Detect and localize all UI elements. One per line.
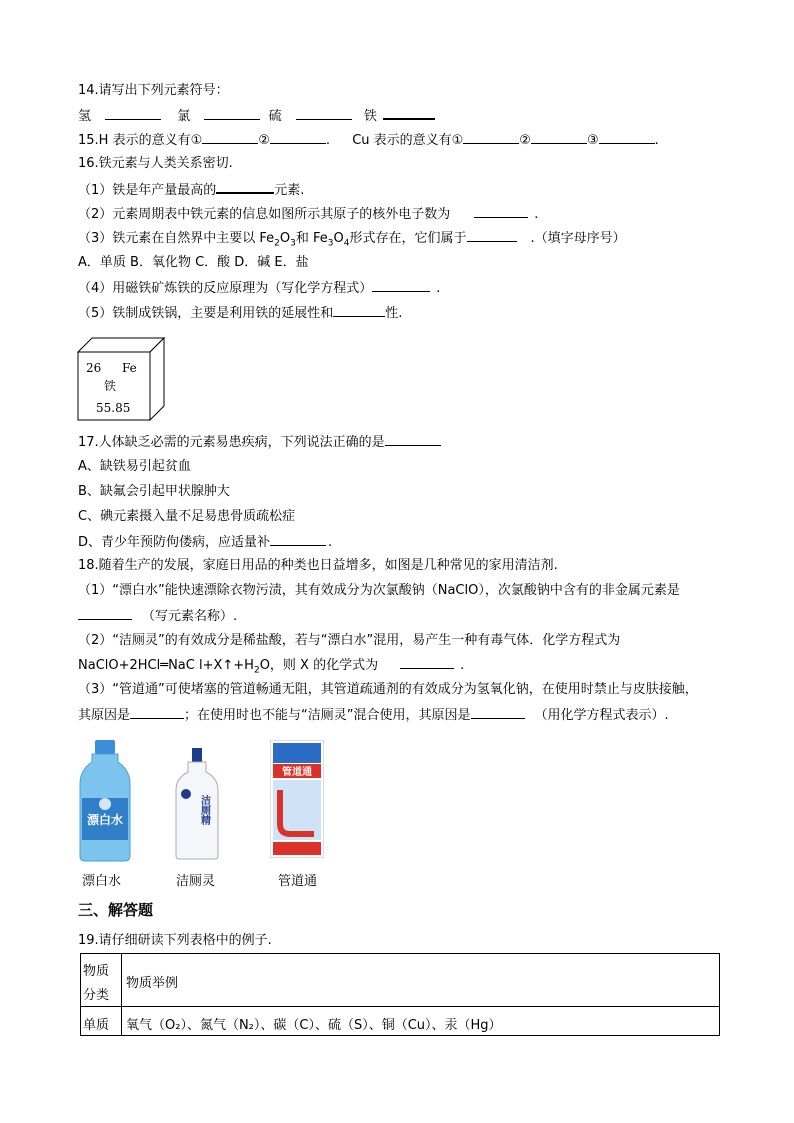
section-heading: 三、解答题 xyxy=(78,901,154,919)
q16-s3-text: O xyxy=(333,231,344,246)
q16-s3-text: .（填字母序号） xyxy=(530,231,626,246)
q18-s1b xyxy=(78,607,237,626)
bottle-body xyxy=(176,762,218,859)
answer-blank[interactable] xyxy=(130,706,184,719)
q18-equation: NaClO+2HCl═NaC l+X↑+H xyxy=(78,658,254,673)
package-footer xyxy=(273,842,321,855)
answer-blank[interactable] xyxy=(270,131,326,144)
q18-s2b xyxy=(78,656,464,680)
q16-s3-text: （3）铁元素在自然界中主要以 Fe xyxy=(78,231,275,246)
q18-title: 18.随着生产的发展，家庭日用品的种类也日益增多，如图是几种常见的家用清洁剂. xyxy=(78,558,558,573)
q14-items xyxy=(78,106,435,126)
table-header-category xyxy=(80,953,122,1007)
answer-blank[interactable] xyxy=(474,205,528,218)
answer-blank[interactable] xyxy=(270,533,326,546)
q16-s3 xyxy=(78,229,626,253)
table-cell-text: 氧气（O₂）、氮气（N₂）、碳（C）、硫（S）、铜（Cu）、汞（Hg） xyxy=(126,1018,502,1033)
atomic-mass: 55.85 xyxy=(96,401,131,415)
subscript: 3 xyxy=(290,238,296,249)
q16-s2-end: . xyxy=(534,207,539,222)
q15-cu-meaning: Cu 表示的意义有① xyxy=(352,133,464,148)
atomic-number: 26 xyxy=(86,361,102,375)
answer-blank[interactable] xyxy=(204,107,260,120)
bottle-cap xyxy=(95,740,115,754)
table-cell-type xyxy=(80,1006,122,1036)
bleach-bottle-image xyxy=(78,740,132,862)
q19-title: 19.请仔细研读下列表格中的例子. xyxy=(78,933,272,948)
subscript: 3 xyxy=(327,238,334,249)
bottle-cap xyxy=(192,748,202,762)
q18-s3b-text: 其原因是 xyxy=(78,708,131,723)
q16-s2 xyxy=(78,205,538,224)
q17-option-d-text: D、青少年预防佝偻病，应适量补 xyxy=(78,535,271,550)
q16-s4 xyxy=(78,279,440,298)
answer-blank[interactable] xyxy=(531,131,587,144)
answer-blank[interactable] xyxy=(372,279,430,292)
answer-blank[interactable] xyxy=(202,131,258,144)
q14-item-h: 氢 xyxy=(78,109,92,124)
q16-s1-text: 元素. xyxy=(274,183,305,198)
element-cube-figure xyxy=(76,336,168,422)
subscript: 2 xyxy=(274,238,280,249)
q15-line xyxy=(78,131,659,150)
q16-s2-text: （2）元素周期表中铁元素的信息如图所示其原子的核外电子数为 xyxy=(78,207,451,222)
q18-s3d-text: （用化学方程式表示）. xyxy=(534,708,669,723)
q14-item-fe: 铁 xyxy=(363,109,377,124)
q15-h-meaning: 15.H 表示的意义有① xyxy=(78,133,203,148)
q18-s3c-text: ；在使用时也不能与“洁厕灵”混合使用，其原因是 xyxy=(184,708,471,723)
table-header-examples xyxy=(121,953,720,1007)
answer-blank[interactable] xyxy=(216,180,274,194)
q17-option-b: B、缺氟会引起甲状腺肿大 xyxy=(78,484,230,499)
table-cell-text: 单质 xyxy=(83,1018,110,1033)
answer-blank[interactable] xyxy=(78,607,132,620)
q18-s1b-text: （写元素名称）. xyxy=(142,609,238,624)
q16-s3-text: O xyxy=(279,231,291,246)
q14-item-cl: 氯 xyxy=(177,109,191,124)
table-header-text: 物质举例 xyxy=(126,976,179,991)
q17-option-c: C、碘元素摄入量不足易患骨质疏松症 xyxy=(78,509,296,524)
q15-mark: ③ xyxy=(586,133,599,148)
q15-mark: ② xyxy=(519,133,531,148)
answer-blank[interactable] xyxy=(105,107,161,120)
answer-blank[interactable] xyxy=(383,106,435,120)
q16-title: 16.铁元素与人类关系密切. xyxy=(78,156,233,171)
q17-option-a: A、缺铁易引起贫血 xyxy=(78,459,191,474)
product-caption: 管道通 xyxy=(278,874,318,889)
q17-title xyxy=(78,433,441,452)
brand-logo-icon xyxy=(181,789,191,799)
q18-s3b xyxy=(78,706,669,725)
answer-blank[interactable] xyxy=(599,131,655,144)
q16-s3-text: 形式存在，它们属于 xyxy=(349,231,467,246)
q16-options: A．单质 B．氧化物 C．酸 D．碱 E．盐 xyxy=(78,255,309,270)
q17-end: . xyxy=(328,535,333,550)
answer-blank[interactable] xyxy=(296,107,352,120)
table-header-text: 分类 xyxy=(83,988,110,1003)
toilet-cleaner-image xyxy=(174,748,220,860)
q14-title: 14.请写出下列元素符号： xyxy=(78,83,229,98)
package-header xyxy=(273,743,321,763)
bottle-label-text: 漂白水 xyxy=(86,813,124,827)
q15-end: . xyxy=(325,133,331,148)
q16-s5-text: （5）铁制成铁锅，主要是利用铁的延展性和 xyxy=(78,306,334,321)
subscript: 2 xyxy=(253,665,260,676)
product-caption: 漂白水 xyxy=(82,874,122,889)
q16-s4-end: . xyxy=(436,281,441,296)
table-header-text: 物质 xyxy=(83,964,110,979)
q18-s3: （3）“管道通”可使堵塞的管道畅通无阻，其管道疏通剂的有效成分为氢氧化钠，在使用时禁止与皮肤接触， xyxy=(78,682,698,697)
drain-cleaner-image xyxy=(270,740,324,858)
q16-s4-text: （4）用磁铁矿炼铁的反应原理为（写化学方程式） xyxy=(78,281,373,296)
cube-top-face xyxy=(78,338,164,352)
bottle-label-text: 洁厕精 xyxy=(198,795,210,825)
answer-blank[interactable] xyxy=(400,656,454,669)
element-name: 铁 xyxy=(104,379,117,393)
q15-mark: ② xyxy=(258,133,270,148)
q16-s3-text: 和 Fe xyxy=(295,231,328,246)
q16-s5 xyxy=(78,304,402,323)
answer-blank[interactable] xyxy=(463,131,519,144)
q16-s1 xyxy=(78,180,304,200)
q18-s2-end: . xyxy=(460,658,465,673)
subscript: 4 xyxy=(343,238,350,249)
answer-blank[interactable] xyxy=(471,706,525,719)
brand-logo-icon xyxy=(99,798,111,810)
q17-title-text: 17.人体缺乏必需的元素易患疾病，下列说法正确的是 xyxy=(78,435,385,450)
package-title-text: 管道通 xyxy=(282,767,312,778)
cube-side-face xyxy=(150,338,164,420)
answer-blank[interactable] xyxy=(333,304,385,317)
q18-s1: （1）“漂白水”能快速漂除衣物污渍，其有效成分为次氯酸钠（NaClO），次氯酸钠中含有的非金属元素是 xyxy=(78,583,680,598)
q15-end: . xyxy=(654,133,659,148)
q16-s1-text: （1）铁是年产量最高的 xyxy=(78,183,217,198)
q17-option-d xyxy=(78,533,332,552)
q16-s5-text: 性. xyxy=(385,306,403,321)
q18-s2c-text: O，则 X 的化学式为 xyxy=(259,658,379,673)
q14-item-s: 硫 xyxy=(268,109,282,124)
element-symbol: Fe xyxy=(122,361,137,375)
answer-blank[interactable] xyxy=(467,229,517,242)
product-caption: 洁厕灵 xyxy=(176,874,216,889)
answer-blank[interactable] xyxy=(385,433,441,446)
q18-s2: （2）“洁厕灵”的有效成分是稀盐酸，若与“漂白水”混用，易产生一种有毒气体．化学方程式为 xyxy=(78,633,621,648)
table-cell-examples xyxy=(121,1006,720,1036)
